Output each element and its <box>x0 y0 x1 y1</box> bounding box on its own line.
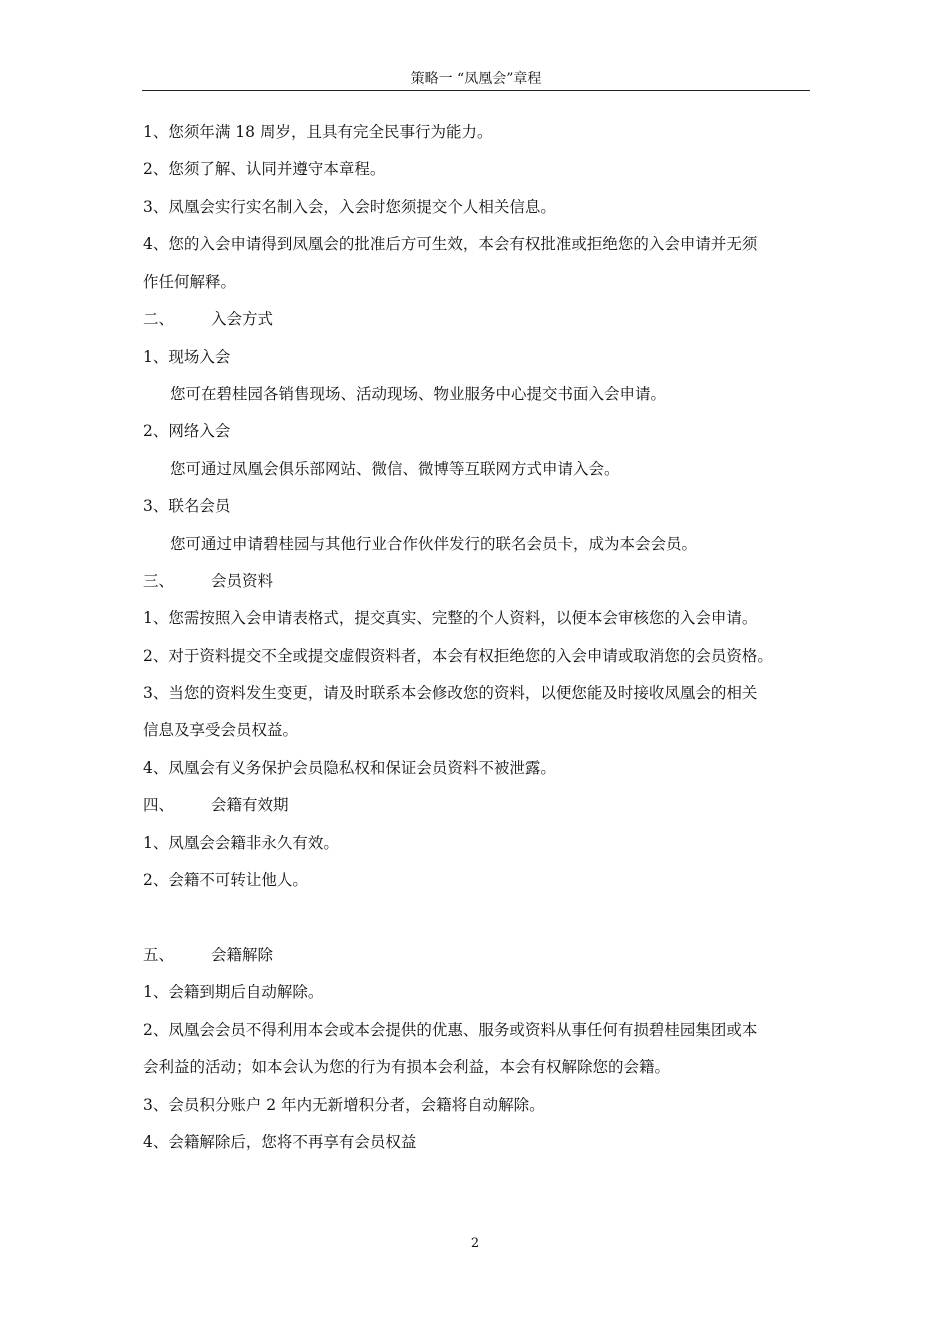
paragraph-line: 信息及享受会员权益。 <box>143 721 299 739</box>
paragraph-line: 您可在碧桂园各销售现场、活动现场、物业服务中心提交书面入会申请。 <box>170 385 667 403</box>
section-title: 会籍有效期 <box>211 796 289 814</box>
section-number: 三、 <box>143 572 175 590</box>
paragraph-line: 您可通过申请碧桂园与其他行业合作伙伴发行的联名会员卡，成为本会会员。 <box>170 535 698 553</box>
paragraph-line: 4、凤凰会有义务保护会员隐私权和保证会员资料不被泄露。 <box>143 759 556 777</box>
paragraph-line: 2、您须了解、认同并遵守本章程。 <box>143 160 386 178</box>
paragraph-line: 会利益的活动；如本会认为您的行为有损本会利益，本会有权解除您的会籍。 <box>143 1058 671 1076</box>
paragraph-line: 作任何解释。 <box>143 273 237 291</box>
paragraph-line: 4、会籍解除后，您将不再享有会员权益 <box>143 1133 417 1151</box>
paragraph-line: 1、您需按照入会申请表格式，提交真实、完整的个人资料，以便本会审核您的入会申请。 <box>143 609 758 627</box>
section-number: 四、 <box>143 796 175 814</box>
section-heading-3 <box>143 571 273 591</box>
section-heading-5 <box>143 945 273 965</box>
section-heading-2 <box>143 309 273 329</box>
section-number: 二、 <box>143 310 175 328</box>
paragraph-line: 2、网络入会 <box>143 422 231 440</box>
section-title: 入会方式 <box>211 310 274 328</box>
paragraph-line: 2、会籍不可转让他人。 <box>143 871 308 889</box>
paragraph-line: 2、对于资料提交不全或提交虚假资料者，本会有权拒绝您的入会申请或取消您的会员资格。 <box>143 647 773 665</box>
paragraph-line: 1、会籍到期后自动解除。 <box>143 983 324 1001</box>
paragraph-line: 2、凤凰会会员不得利用本会或本会提供的优惠、服务或资料从事任何有损碧桂园集团或本 <box>143 1021 758 1039</box>
page-header <box>142 70 810 91</box>
paragraph-line: 4、您的入会申请得到凤凰会的批准后方可生效，本会有权批准或拒绝您的入会申请并无须 <box>143 235 758 253</box>
paragraph-line: 3、凤凰会实行实名制入会，入会时您须提交个人相关信息。 <box>143 198 556 216</box>
paragraph-line: 1、您须年满 18 周岁，且具有完全民事行为能力。 <box>143 123 493 141</box>
paragraph-line: 1、凤凰会会籍非永久有效。 <box>143 834 339 852</box>
paragraph-line: 1、现场入会 <box>143 348 231 366</box>
section-number: 五、 <box>143 946 175 964</box>
paragraph-line: 3、联名会员 <box>143 497 231 515</box>
paragraph-line: 3、会员积分账户 2 年内无新增积分者，会籍将自动解除。 <box>143 1096 545 1114</box>
header-title: 策略一 “凤凰会”章程 <box>410 71 542 87</box>
section-title: 会籍解除 <box>211 946 274 964</box>
paragraph-line: 3、当您的资料发生变更，请及时联系本会修改您的资料，以便您能及时接收凤凰会的相关 <box>143 684 758 702</box>
section-title: 会员资料 <box>211 572 274 590</box>
section-heading-4 <box>143 795 289 815</box>
paragraph-line: 您可通过凤凰会俱乐部网站、微信、微博等互联网方式申请入会。 <box>170 460 620 478</box>
page-number: 2 <box>470 1236 480 1251</box>
